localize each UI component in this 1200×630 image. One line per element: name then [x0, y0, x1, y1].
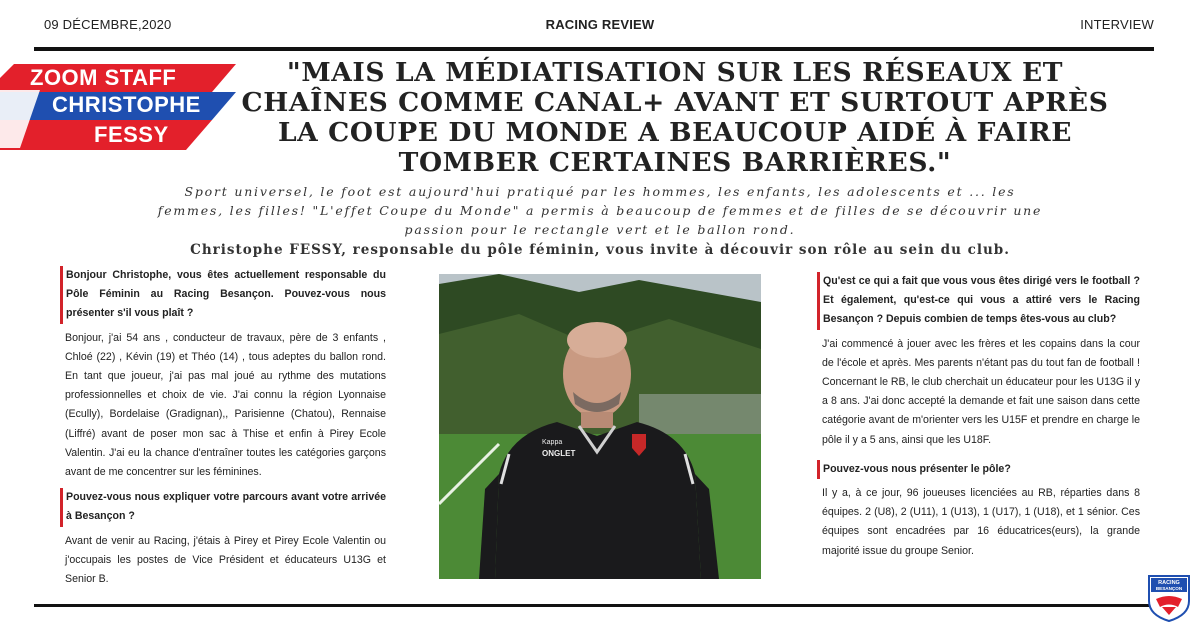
left-column — [60, 266, 386, 595]
jersey-brand-label: Kappa — [542, 439, 563, 446]
crest-line-1: RACING — [1158, 580, 1180, 586]
question-2: Pouvez-vous nous expliquer votre parcours avant votre arrivée à Besançon ? — [60, 488, 386, 526]
question-1: Bonjour Christophe, vous êtes actuellement responsable du Pôle Féminin au Racing Besançon. Pouvez-vous nous présenter s'il vous plaît ? — [60, 266, 386, 324]
bottom-rule — [34, 604, 1164, 607]
jersey-sponsor-label: ONGLET — [542, 449, 576, 458]
racing-besancon-crest-icon — [1146, 573, 1192, 623]
banner-line-zoom-staff: ZOOM STAFF — [30, 65, 177, 90]
question-3: Qu'est ce qui a fait que vous vous êtes dirigé vers le football ? Et également, qu'est-ce qui vous a attiré vers le Racing Besançon ? Depuis combien de temps êtes-vous au club? — [817, 272, 1140, 330]
headline-quote: "MAIS LA MÉDIATISATION SUR LES RÉSEAUX ET CHAÎNES COMME CANAL+ AVANT ET SURTOUT APRÈS LA COUPE DU MONDE A BEAUCOUP AIDÉ À FAIRE TOMBER CERTAINES BARRIÈRES." — [241, 57, 1109, 178]
section-label: INTERVIEW — [1080, 17, 1154, 32]
banner-line-first-name: CHRISTOPHE — [52, 92, 201, 117]
answer-4: Il y a, à ce jour, 96 joueuses licenciées au RB, réparties dans 8 équipes. 2 (U8), 2 (U11), 1 (U13), 1 (U17), 1 (U18), et 1 sénior. Ces équipes sont encadrées par 16 éducatrices(eurs), la grande majorité issue du groupe Senior. — [822, 487, 1140, 557]
publication-name: RACING REVIEW — [545, 17, 655, 32]
right-column — [817, 272, 1140, 567]
banner-text — [0, 62, 240, 152]
answer-3: J'ai commencé à jouer avec les frères et les copains dans la cour de l'école et après. Mes parents n'étant pas du tout fan de football ! Concernant le RB, le club cherchait un éducateur pour les U13G il y a 8 ans. J'ai donc accepté la demande et fait une saison dans cette catégorie avant de m'orienter vers les U15F et prendre en charge le pôle il y a 5 ans, ainsi que les U18F. — [822, 337, 1140, 446]
intro-paragraph: Sport universel, le foot est aujourd'hui pratiqué par les hommes, les enfants, les adolescents et ... les femmes, les filles! "L'effet Coupe du Monde" a permis à beaucoup de femmes et de filles de se découvrir une passion pour le rectangle vert et le ballon rond. — [157, 184, 1043, 237]
publication-date: 09 DÉCEMBRE,2020 — [44, 17, 172, 32]
crest-line-2: BESANÇON — [1155, 586, 1183, 591]
question-4: Pouvez-vous nous présenter le pôle? — [817, 460, 1140, 479]
answer-2: Avant de venir au Racing, j'étais à Pirey et Pirey Ecole Valentin ou j'occupais les postes de Vice Président et éducateurs U13G et Senior B. — [65, 534, 386, 586]
top-rule — [34, 47, 1154, 51]
banner-line-last-name: FESSY — [94, 122, 169, 147]
portrait-photo — [439, 274, 761, 579]
answer-1: Bonjour, j'ai 54 ans , conducteur de travaux, père de 3 enfants , Chloé (22) , Kévin (19) et Théo (14) , tous adeptes du ballon rond. En tant que joueur, j'ai pas mal joué au rythme des mutations professionnelles et choix de vie. J'ai connu la région Lyonnaise (Ecully), Bordelaise (Gradignan),, Parisienne (Chatou), Rennaise (Liffré) avant de poser mon sac à Thise et enfin à Pirey Ecole Valentin. J'ai eu la chance d'entraîner toutes les catégories garçons avant de me concentrer sur les féminines. — [65, 331, 386, 479]
byline: Christophe FESSY, responsable du pôle féminin, vous invite à découvir son rôle au sein du club. — [190, 242, 1010, 258]
